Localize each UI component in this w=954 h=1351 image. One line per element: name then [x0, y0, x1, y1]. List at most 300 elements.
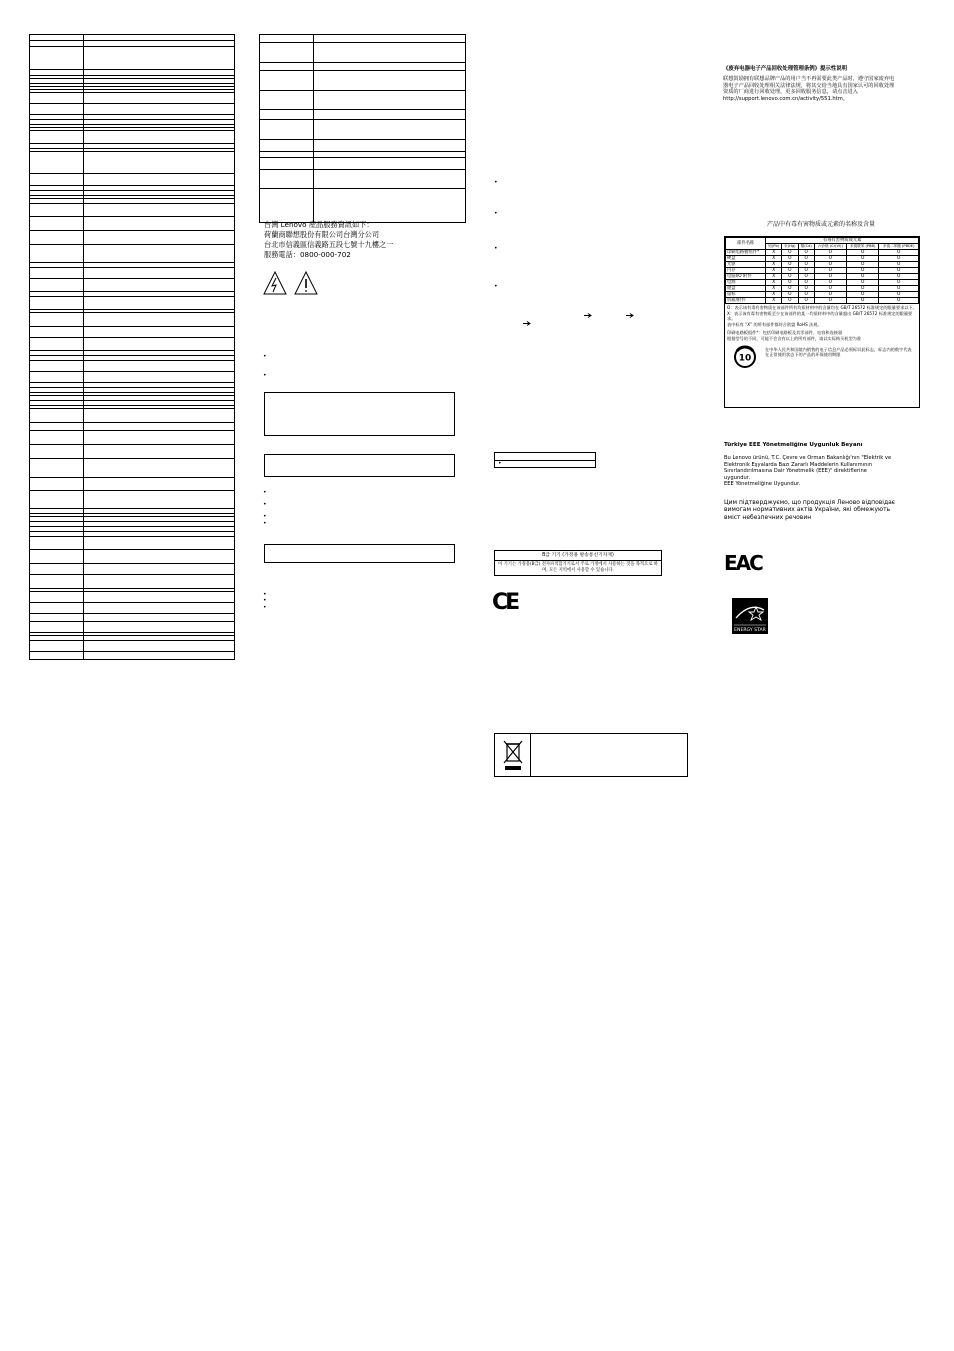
bullet: •	[494, 245, 498, 252]
table-cell	[30, 245, 84, 262]
table-row	[30, 268, 234, 279]
table-cell	[84, 268, 234, 278]
table-cell	[30, 125, 84, 127]
table-cell	[84, 90, 234, 92]
table-row	[30, 445, 234, 459]
table-cell	[84, 70, 234, 75]
hazard-value: O	[814, 250, 846, 256]
table-cell	[30, 564, 84, 574]
table-cell	[84, 550, 234, 563]
table-cell	[314, 63, 465, 70]
table-cell	[30, 186, 84, 190]
table-row	[30, 537, 234, 550]
table-cell	[30, 351, 84, 355]
table-cell	[314, 110, 465, 119]
efup-10-icon	[733, 345, 757, 369]
hazard-value: O	[798, 268, 814, 274]
table-cell	[84, 338, 234, 350]
bullet: •	[498, 460, 502, 467]
table-row	[30, 652, 234, 660]
table-row	[30, 575, 234, 589]
table-cell	[84, 575, 234, 588]
table-cell	[30, 361, 84, 371]
table-cell	[30, 592, 84, 602]
table-row	[260, 170, 465, 189]
table-cell	[30, 231, 84, 244]
table-cell	[84, 245, 234, 262]
table-cell	[30, 76, 84, 78]
table-row	[30, 614, 234, 622]
table-cell	[84, 459, 234, 477]
table-cell	[260, 158, 314, 169]
table-row	[30, 47, 234, 70]
hazard-value: O	[782, 262, 798, 268]
bullet: •	[494, 210, 498, 217]
table-cell	[314, 91, 465, 109]
china-weee-body: 联想鼓励拥有联想品牌产品的用户当不再需要此类产品时，遵守国家废弃电器电子产品回收处理相关法律法规，将其交给当地具有国家认可的回收处理资质的厂商进行回收处理。更多回收服务信息，请点击进入 http://support.lenovo.com.cn/activity/551.htm。	[723, 76, 895, 102]
table-cell	[84, 191, 234, 195]
hazard-value: O	[814, 268, 846, 274]
table-row	[30, 217, 234, 231]
table-cell	[314, 43, 465, 62]
table-cell	[30, 532, 84, 536]
table-row	[260, 35, 465, 43]
table-cell	[30, 393, 84, 395]
table-cell	[84, 199, 234, 203]
table-cell	[30, 423, 84, 430]
hazard-column-header: 多溴联苯 (PBB)	[846, 244, 879, 250]
table-row	[30, 279, 234, 292]
table-row	[30, 423, 234, 431]
hazard-value: O	[879, 298, 919, 304]
table-cell	[30, 47, 84, 69]
hazard-value: O	[879, 262, 919, 268]
table-cell	[30, 217, 84, 230]
table-cell	[84, 527, 234, 531]
table-cell	[84, 84, 234, 86]
table-row	[30, 592, 234, 603]
hazard-value: X	[766, 262, 782, 268]
hazard-column-header: 铅(Pb)	[766, 244, 782, 250]
table-row	[260, 158, 465, 170]
table-row	[30, 297, 234, 310]
hazard-table-title: 产品中有毒有害物质或元素的名称及含量	[766, 221, 875, 228]
hazard-value: O	[814, 292, 846, 298]
table-cell	[30, 292, 84, 296]
table-cell	[260, 152, 314, 157]
efup-number: 10	[738, 353, 752, 364]
table-row	[30, 104, 234, 115]
hazard-value: O	[782, 286, 798, 292]
bullet: •	[263, 597, 267, 604]
table-cell	[84, 537, 234, 549]
table-cell	[30, 35, 84, 40]
table-row	[260, 63, 465, 71]
table-cell	[30, 199, 84, 203]
table-cell	[30, 310, 84, 312]
table-row	[30, 361, 234, 372]
table-cell	[314, 140, 465, 151]
efup-text: 在中华人民共和国境内销售的电子信息产品必须标识此标志，标志内的数字代表在正常使用状态下的产品的环保使用期限	[765, 346, 912, 358]
spec-table-2	[259, 34, 466, 223]
table-cell	[260, 43, 314, 62]
arrow-right-icon	[523, 321, 531, 326]
bullet: •	[263, 591, 267, 598]
hazard-note: 表中标有 “X” 的所有部件都符合欧盟 RoHS 法规。	[727, 321, 822, 327]
table-cell	[314, 35, 465, 42]
table-row	[30, 204, 234, 217]
table-cell	[84, 445, 234, 458]
hazard-column-header: 六价铬 (Cr(VI))	[814, 244, 846, 250]
table-cell	[30, 406, 84, 408]
table-cell	[30, 641, 84, 651]
hazard-value: O	[846, 280, 879, 286]
table-cell	[260, 189, 314, 222]
table-cell	[30, 128, 84, 130]
table-cell	[260, 91, 314, 109]
table-cell	[30, 84, 84, 86]
taiwan-service-info: 台灣 Lenovo 產品服務資訊如下： 荷蘭商聯想股份有限公司台灣分公司 台北市信義區信義路五段七號十九樓之一 服務電話：0800-000-702	[264, 220, 394, 259]
table-cell	[30, 90, 84, 92]
hazard-value: O	[846, 286, 879, 292]
table-row	[260, 43, 465, 63]
table-cell	[84, 396, 234, 400]
hazard-value: O	[798, 298, 814, 304]
table-cell	[30, 509, 84, 513]
table-cell	[30, 396, 84, 400]
hazard-value: O	[879, 280, 919, 286]
bullet: •	[494, 179, 498, 186]
table-cell	[84, 532, 234, 536]
table-cell	[30, 104, 84, 114]
korea-class-b-notice	[494, 550, 662, 576]
hazard-value: O	[879, 286, 919, 292]
table-cell	[84, 514, 234, 516]
table-cell	[84, 149, 234, 151]
table-cell	[84, 292, 234, 296]
table-cell	[30, 445, 84, 458]
table-cell	[30, 517, 84, 521]
bullet: •	[263, 489, 267, 496]
energy-star-label: ENERGY STAR	[734, 628, 766, 633]
table-cell	[84, 152, 234, 173]
table-cell	[314, 158, 465, 169]
table-cell	[84, 310, 234, 312]
hazard-value: O	[846, 250, 879, 256]
notice-box	[264, 454, 455, 477]
hazard-value: X	[766, 268, 782, 274]
hazard-value: O	[798, 250, 814, 256]
table-row	[30, 478, 234, 491]
bullet: •	[263, 353, 267, 360]
table-cell	[260, 63, 314, 70]
hazard-value: O	[879, 274, 919, 280]
table-cell	[84, 79, 234, 83]
hazard-value: O	[782, 268, 798, 274]
turkey-body: Bu Lenovo ürünü, T.C. Çevre ve Orman Bakanlığı'nın "Elektrik ve Elektronik Eşyalarda Bazı Zararlı Maddelerin Kullanımının Sınırlandırılmasına Dair Yönetmelik (EEE)" direktiflerine uygundur.	[724, 455, 892, 481]
table-row	[260, 120, 465, 140]
table-cell	[260, 170, 314, 188]
hazard-group-header: 有毒有害物质或元素	[766, 238, 919, 244]
table-cell	[260, 35, 314, 42]
table-cell	[84, 204, 234, 216]
hazard-value: O	[846, 292, 879, 298]
hazard-value: O	[879, 268, 919, 274]
energy-star-logo-icon	[732, 598, 768, 634]
table-cell	[314, 170, 465, 188]
table-cell	[30, 174, 84, 185]
table-cell	[84, 104, 234, 114]
bullet: •	[263, 513, 267, 520]
hazard-row	[726, 298, 919, 304]
table-cell	[84, 423, 234, 430]
hazard-note: X：表示该有毒有害物质至少在该部件的某一均质材料中的含量超出 GB/T 26572 标准规定的限量要求。	[727, 310, 913, 322]
hazard-value: O	[846, 298, 879, 304]
table-row	[30, 327, 234, 338]
notice-box	[264, 392, 455, 436]
table-row	[30, 174, 234, 186]
hazard-value: O	[798, 262, 814, 268]
hazard-value: O	[814, 286, 846, 292]
arrow-right-icon	[584, 313, 592, 318]
turkey-body-2: EEE Yönetmeliğine Uygundur.	[724, 481, 801, 487]
table-cell	[260, 120, 314, 139]
hazard-column-header: 汞(Hg)	[782, 244, 798, 250]
table-cell	[84, 217, 234, 230]
table-cell	[30, 431, 84, 444]
hazard-note: 印刷电路板组件*：包括印刷电路板及其零部件、电容和连接器	[727, 330, 843, 336]
table-cell	[314, 152, 465, 157]
table-cell	[84, 47, 234, 69]
hazard-value: O	[798, 292, 814, 298]
hazard-value: O	[798, 256, 814, 262]
table-cell	[30, 79, 84, 83]
table-cell	[30, 204, 84, 216]
table-cell	[30, 327, 84, 337]
hazard-value: O	[782, 280, 798, 286]
table-cell	[84, 388, 234, 392]
table-cell	[84, 41, 234, 46]
hazard-value: O	[846, 268, 879, 274]
table-row	[30, 603, 234, 614]
bullet: •	[263, 372, 267, 379]
table-cell	[84, 614, 234, 621]
table-cell	[84, 622, 234, 632]
table-cell	[30, 603, 84, 613]
hazard-value: O	[782, 250, 798, 256]
weee-notice-box	[494, 733, 688, 777]
table-row	[260, 140, 465, 152]
table-cell	[30, 87, 84, 89]
arrow-right-icon	[626, 313, 634, 318]
hazard-column-header: 多溴二苯醚 (PBDE)	[879, 244, 919, 250]
table-cell	[30, 478, 84, 490]
hazard-value: O	[814, 274, 846, 280]
hazard-part-header: 部件名称	[726, 238, 766, 250]
table-cell	[84, 279, 234, 291]
hazard-value: O	[814, 298, 846, 304]
table-cell	[84, 196, 234, 198]
hazard-part-name: 光驱	[726, 262, 766, 268]
hazard-value: X	[766, 280, 782, 286]
table-cell	[314, 71, 465, 90]
table-row	[30, 245, 234, 263]
table-cell	[30, 491, 84, 508]
hazard-part-name: 鼠标	[726, 292, 766, 298]
table-cell	[84, 372, 234, 382]
table-cell	[30, 522, 84, 526]
table-cell	[30, 633, 84, 635]
hazard-value: O	[782, 256, 798, 262]
eac-mark: EAC	[724, 551, 762, 575]
table-cell	[84, 406, 234, 408]
hazard-part-name: 键盘	[726, 286, 766, 292]
hazard-value: O	[814, 280, 846, 286]
table-cell	[30, 196, 84, 198]
table-cell	[30, 41, 84, 46]
table-cell	[30, 115, 84, 119]
ukraine-body: Цим підтверджуємо, що продукція Леново відповідає вимогам нормативних актів України, які обмежують вміст небезпечних речовин	[724, 499, 896, 521]
table-cell	[84, 120, 234, 124]
table-cell	[84, 174, 234, 185]
table-cell	[30, 409, 84, 422]
turkey-title: Türkiye EEE Yönetmeliğine Uygunluk Beyanı	[724, 442, 863, 448]
table-cell	[30, 338, 84, 350]
table-cell	[84, 401, 234, 405]
hazard-part-name: 印刷电路板组件*	[726, 250, 766, 256]
hazard-value: O	[879, 250, 919, 256]
table-cell	[84, 231, 234, 244]
table-row	[30, 231, 234, 245]
table-cell	[30, 120, 84, 124]
table-cell	[84, 409, 234, 422]
bullet: •	[263, 501, 267, 508]
table-cell	[84, 125, 234, 127]
table-cell	[30, 622, 84, 632]
table-cell	[30, 459, 84, 477]
table-cell	[30, 149, 84, 151]
table-cell	[84, 327, 234, 337]
hazard-value: O	[782, 298, 798, 304]
hazard-note: 根据型号的不同，可能不会含有以上的所有部件，请以实际购买机型为准	[727, 335, 862, 341]
table-row	[260, 189, 465, 223]
table-cell	[30, 131, 84, 143]
table-cell	[30, 527, 84, 531]
table-cell	[30, 268, 84, 278]
hazard-value: X	[766, 274, 782, 280]
table-row	[30, 409, 234, 423]
table-cell	[30, 388, 84, 392]
table-row	[30, 338, 234, 351]
table-cell	[260, 110, 314, 119]
table-cell	[30, 279, 84, 291]
table-cell	[84, 87, 234, 89]
table-cell	[260, 140, 314, 151]
electric-shock-warning-icon	[263, 271, 287, 295]
hazard-substance-table	[725, 237, 919, 304]
table-cell	[84, 313, 234, 326]
table-cell	[84, 652, 234, 659]
table-row	[30, 93, 234, 104]
hazard-part-name: 电脑I/O 附件	[726, 274, 766, 280]
table-cell	[84, 76, 234, 78]
table-cell	[84, 522, 234, 526]
table-cell	[84, 589, 234, 591]
table-cell	[84, 603, 234, 613]
table-row	[30, 459, 234, 478]
hazard-value: O	[879, 256, 919, 262]
table-cell	[30, 313, 84, 326]
table-cell	[30, 550, 84, 563]
table-row	[260, 91, 465, 110]
hazard-value: O	[846, 262, 879, 268]
hazard-value: O	[879, 292, 919, 298]
table-row	[30, 313, 234, 327]
table-cell	[84, 478, 234, 490]
bullet: •	[494, 283, 498, 290]
table-row	[30, 641, 234, 652]
hazard-value: O	[798, 274, 814, 280]
hazard-note: O：表示该有毒有害物质在该部件所有均质材料中的含量均在 GB/T 26572 标准规定的限量要求以下。	[727, 305, 917, 310]
hazard-part-name: 机箱/附件	[726, 298, 766, 304]
table-cell	[84, 356, 234, 360]
table-row	[260, 71, 465, 91]
table-cell	[84, 128, 234, 130]
hazard-part-name: 内存	[726, 268, 766, 274]
table-cell	[84, 35, 234, 40]
hazard-value: X	[766, 286, 782, 292]
table-row	[260, 110, 465, 120]
table-cell	[30, 152, 84, 173]
table-cell	[30, 70, 84, 75]
table-cell	[84, 361, 234, 371]
hazard-value: X	[766, 292, 782, 298]
table-cell	[84, 351, 234, 355]
table-cell	[30, 383, 84, 387]
table-cell	[84, 393, 234, 395]
table-cell	[30, 93, 84, 103]
spec-table-1	[29, 34, 235, 660]
hazard-part-name: 硬盘	[726, 256, 766, 262]
bullet: •	[263, 520, 267, 527]
table-cell	[30, 372, 84, 382]
table-cell	[84, 263, 234, 267]
hazard-value: O	[798, 286, 814, 292]
table-cell	[30, 652, 84, 659]
table-cell	[84, 633, 234, 635]
hazard-value: O	[846, 274, 879, 280]
table-cell	[30, 614, 84, 621]
hazard-value: O	[846, 256, 879, 262]
hazard-value: O	[782, 274, 798, 280]
table-cell	[84, 144, 234, 148]
table-row	[30, 431, 234, 445]
table-cell	[84, 115, 234, 119]
table-cell	[84, 636, 234, 640]
table-cell	[314, 120, 465, 139]
table-cell	[84, 564, 234, 574]
hazard-value: O	[782, 292, 798, 298]
table-cell	[30, 297, 84, 309]
table-row	[30, 372, 234, 383]
table-cell	[30, 636, 84, 640]
crossed-bin-icon	[503, 739, 523, 771]
table-cell	[84, 297, 234, 309]
table-cell	[84, 641, 234, 651]
hazard-value: O	[814, 262, 846, 268]
table-cell	[30, 589, 84, 591]
table-cell	[30, 263, 84, 267]
